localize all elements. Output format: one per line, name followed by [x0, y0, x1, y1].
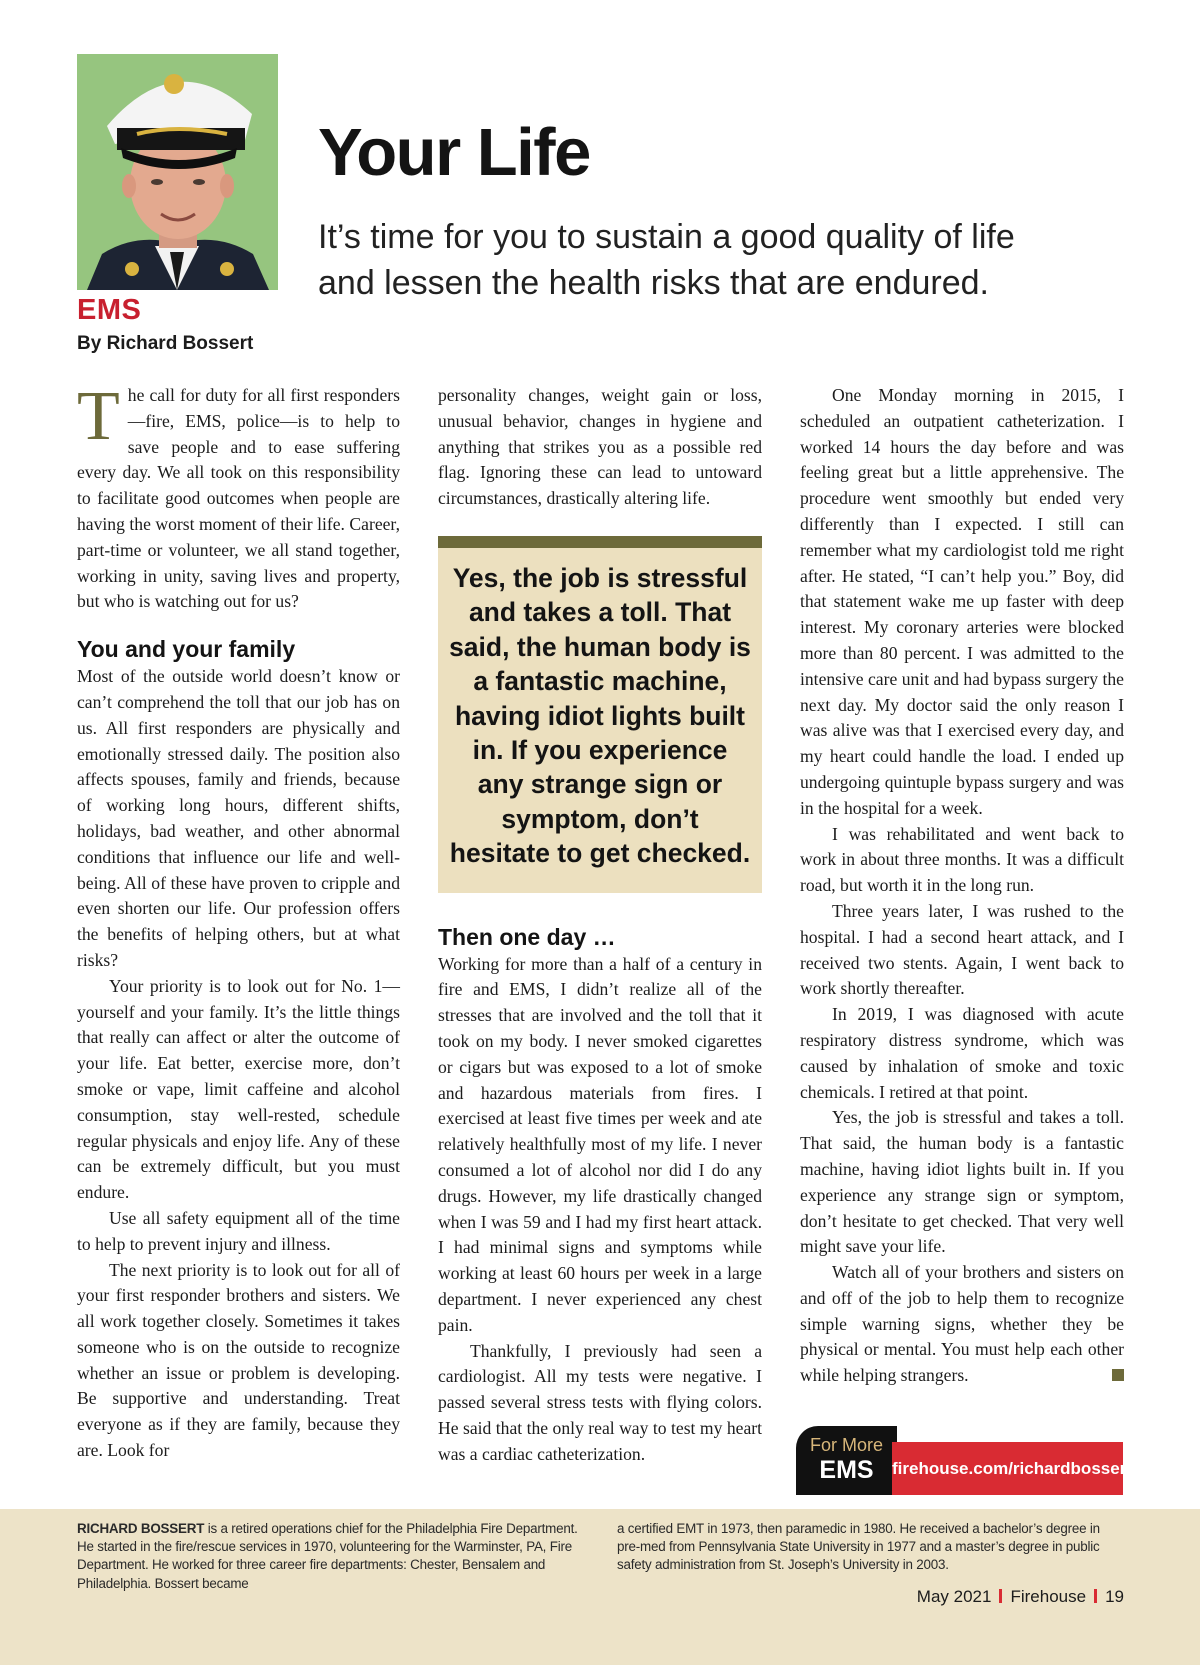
subhead-you-and-your-family: You and your family: [77, 636, 296, 663]
paragraph: Yes, the job is stressful and takes a toll. That said, the human body is a fantastic machine, having idiot lights built in. If you experience any strange sign or symptom, don’t hesitate to get checked. That very well might save your life.: [800, 1107, 1124, 1257]
end-mark-icon: [1112, 1369, 1124, 1381]
author-bio-right: a certified EMT in 1973, then paramedic in 1980. He received a bachelor’s degree in pre-med from Pennsylvania State University in 1977 and a master’s degree in public safety administration from St. Joseph’s University in 2003.: [617, 1521, 1100, 1573]
folio-date: May 2021: [916, 1587, 992, 1606]
paragraph: Three years later, I was rushed to the hospital. I had a second heart attack, and I received two stents. Again, I went back to work shortly thereafter.: [800, 900, 1124, 999]
paragraph-text: he call for duty for all first responders—fire, EMS, police—is to help to save people and to ease suffering every day. We all took on this responsibility to facilitate good outcomes when people are having the worst moment of their life. Career, part-time or volunteer, we all stand together, working in unity, saving lives and property, but who is watching out for us?: [77, 385, 400, 612]
article-column-3: [800, 383, 1124, 1389]
article-deck: It’s time for you to sustain a good quality of life and lessen the health risks that are endured.: [318, 218, 1015, 302]
folio-divider: [999, 1589, 1002, 1603]
folio-page-number: 19: [1105, 1587, 1124, 1606]
article-title: Your Life: [318, 115, 590, 190]
folio-magazine: Firehouse: [1010, 1587, 1087, 1606]
author-bio-left: [77, 1520, 585, 1593]
article-column-2: [438, 383, 762, 1468]
for-more-top: For More: [809, 1435, 883, 1455]
paragraph: In 2019, I was diagnosed with acute respiratory distress syndrome, which was caused by inhalation of smoke and toxic chemicals. I retired at that point.: [800, 1004, 1124, 1102]
bio-text: is a retired operations chief for the Philadelphia Fire Department. He started in the fire/rescue services in 1970, volunteering for the Warminster, PA, Fire Department. He worked for three career fire departments: Chester, Bensalem and Philadelphia. Bossert became: [77, 1521, 578, 1591]
folio-divider: [1094, 1589, 1097, 1603]
paragraph: [77, 378, 400, 615]
for-more-section: EMS: [819, 1456, 874, 1484]
paragraph: One Monday morning in 2015, I scheduled an outpatient catheterization. I worked 14 hours the day before and was feeling great but a little apprehensive. The procedure went smoothly but ended very differently than I expected. I still can remember what my cardiologist told me right after. He stated, “I can’t help you.” Boy, did that statement wake me up faster with deep interest. My coronary arteries were blocked more than 80 percent. I was admitted to the intensive care unit and had bypass surgery the next day. My doctor said the only reason I was alive was that I exercised every day, and my heart could handle the load. I ended up undergoing quintuple bypass surgery and was in the hospital for a week.: [800, 385, 1124, 818]
paragraph: Working for more than a half of a century in fire and EMS, I didn’t realize all of the stresses that are involved and the toll that it took on my body. I never smoked cigarettes or cigars but was exposed to a lot of smoke and hazardous materials from fires. I exercised at least five times per week and ate relatively healthfully most of my life. I never consumed a lot of alcohol nor did I do any drugs. However, my life drastically changed when I was 59 and I had my first heart attack. I had minimal signs and symptoms while working at least 60 hours per week in a large department. I never experienced any chest pain.: [438, 953, 762, 1335]
paragraph: Use all safety equipment all of the time to help to prevent injury and illness.: [77, 1207, 400, 1254]
page-folio: [917, 1587, 1124, 1607]
paragraph: Most of the outside world doesn’t know or can’t comprehend the toll that our job has on us. All first responders are physically and emotionally stressed daily. The position also affects spouses, family and friends, because of working long hours, different shifts, holidays, bad weather, and other abnormal conditions that influence our life and well-being. All of these have proven to cripple and even shorten our life. Our profession offers the benefits of helping others, but at what risks?: [77, 666, 400, 970]
paragraph: The next priority is to look out for all of your first responder brothers and sisters. We all work together closely. Sometimes it takes someone who is on the outside to recognize whether an issue or problem is developing. Be supportive and understanding. Treat everyone as if they are family, because they are. Look for: [77, 1259, 400, 1461]
pull-quote-text: Yes, the job is stressful and takes a toll. That said, the human body is a fantastic machine, having idiot lights built in. If you experience any strange sign or symptom, don’t hesitate to get checked.: [449, 562, 751, 869]
paragraph: Thankfully, I previously had seen a cardiologist. All my tests were negative. I passed several stress tests with flying colors. He said that the only real way to test my heart was a cardiac catheterization.: [438, 1340, 762, 1464]
paragraph: personality changes, weight gain or loss, unusual behavior, changes in hygiene and anything that strikes you as a possible red flag. Ignoring these can lead to untoward circumstances, drastically altering life.: [438, 385, 762, 509]
bio-name: RICHARD BOSSERT: [77, 1521, 205, 1536]
paragraph-final: [800, 1260, 1124, 1389]
for-more-link[interactable]: firehouse.com/richardbossert: [892, 1442, 1123, 1495]
byline: By Richard Bossert: [77, 333, 254, 354]
paragraph: I was rehabilitated and went back to work in about three months. It was a difficult road, but worth it in the long run.: [800, 823, 1124, 896]
article-column-1: [77, 378, 400, 1464]
drop-cap: T: [77, 378, 120, 455]
department-label: EMS: [77, 294, 142, 326]
paragraph: Your priority is to look out for No. 1—yourself and your family. It’s the little things that really can affect or alter the outcome of your life. Eat better, exercise more, don’t smoke or vape, limit caffeine and alcohol consumption, stay well-rested, schedule regular physicals and enjoy life. Any of these can be extremely difficult, but you must endure.: [77, 975, 400, 1203]
for-more-label: [796, 1426, 897, 1495]
paragraph-text: Watch all of your brothers and sisters on and off of the job to help them to recognize simple warning signs, whether they be physical or mental. You must help each other while helping strangers.: [800, 1262, 1124, 1386]
for-more-box: [796, 1426, 1132, 1495]
pull-quote: [438, 536, 762, 893]
author-photo: [77, 54, 278, 290]
author-portrait-illustration: [77, 54, 278, 290]
subhead-then-one-day: Then one day …: [438, 923, 616, 950]
